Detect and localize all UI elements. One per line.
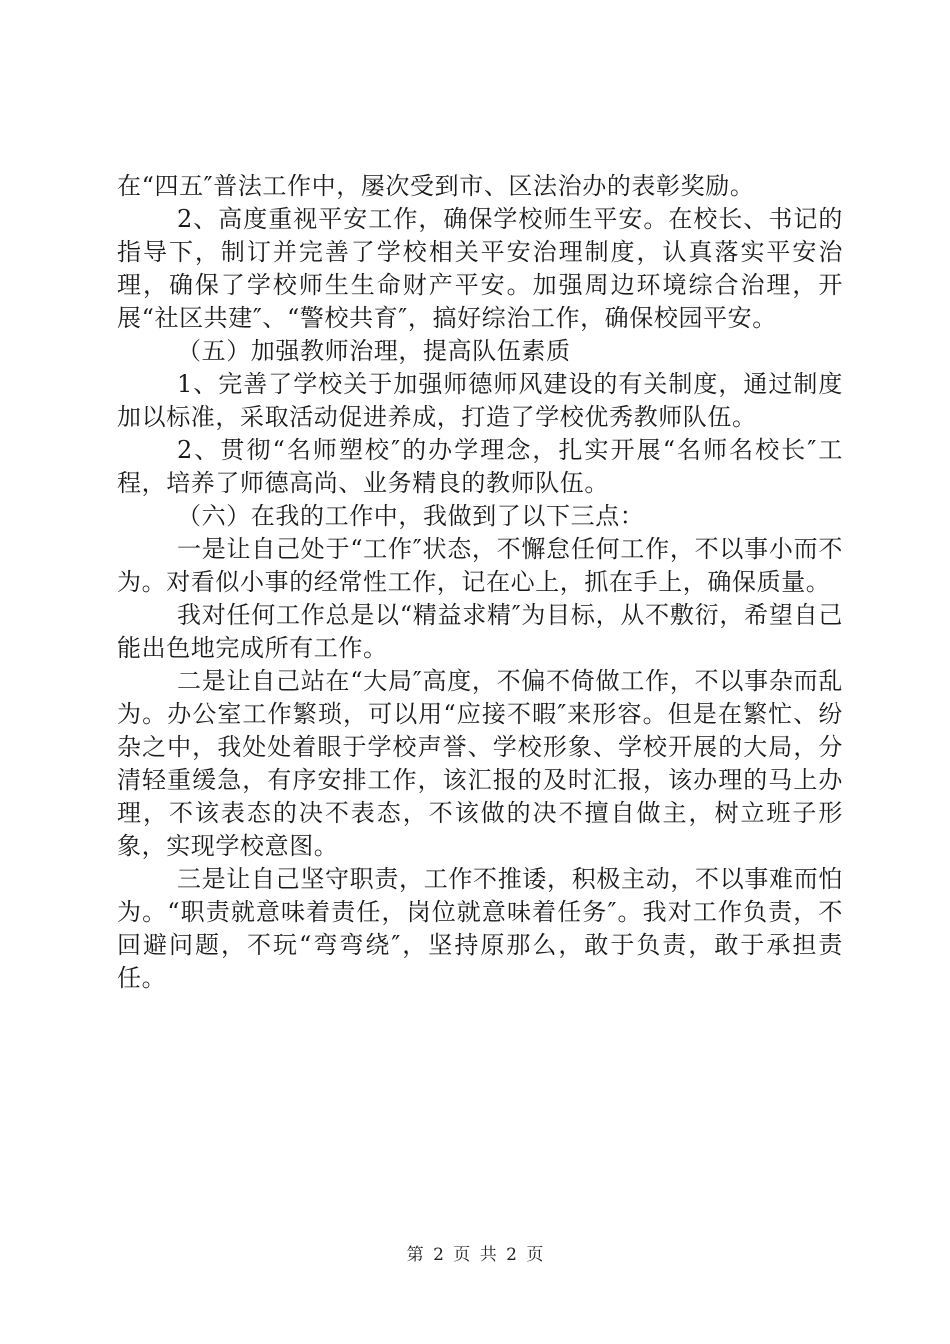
paragraph-famous-teachers: 2、贯彻“名师塑校″的办学理念，扎实开展“名师名校长″工程，培养了师德高尚、业务精良的教师队伍。 <box>117 436 843 497</box>
paragraph-safety-work: 2、高度重视平安工作，确保学校师生平安。在校长、书记的指导下，制订并完善了学校相关平安治理制度，认真落实平安治理，确保了学校师生生命财产平安。加强周边环境综合治理，开展“社区共建″、“警校共育″，搞好综治工作，确保校园平安。 <box>117 205 843 332</box>
section-heading-five: （五）加强教师治理，提高队伍素质 <box>177 337 571 365</box>
page-number-label: 第 2 页 共 2 页 <box>406 1245 544 1265</box>
section-heading-six: （六）在我的工作中，我做到了以下三点： <box>177 502 645 530</box>
paragraph-point-one: 一是让自己处于“工作″状态，不懈怠任何工作，不以事小而不为。对看似小事的经常性工作，记在心上，抓在手上，确保质量。 <box>117 535 843 596</box>
paragraph-point-two: 二是让自己站在“大局″高度，不偏不倚做工作，不以事杂而乱为。办公室工作繁琐，可以用“应接不暇″来形容。但是在繁忙、纷杂之中，我处处着眼于学校声誉、学校形象、学校开展的大局，分清轻重缓急，有序安排工作，该汇报的及时汇报，该办理的马上办理，不该表态的决不表态，不该做的决不擅自做主，树立班子形象，实现学校意图。 <box>117 667 843 860</box>
document-body <box>117 170 843 995</box>
paragraph-continuation: 在“四五″普法工作中，屡次受到市、区法治办的表彰奖励。 <box>117 172 755 200</box>
paragraph-point-three: 三是让自己坚守职责，工作不推诿，积极主动，不以事难而怕为。“职责就意味着责任，岗位就意味着任务″。我对工作负责，不回避问题，不玩“弯弯绕″，坚持原那么，敢于负责，敢于承担责任。 <box>117 865 843 992</box>
paragraph-teacher-ethics: 1、完善了学校关于加强师德师风建设的有关制度，通过制度加以标准，采取活动促进养成，打造了学校优秀教师队伍。 <box>117 370 843 431</box>
paragraph-excellence: 我对任何工作总是以“精益求精″为目标，从不敷衍，希望自己能出色地完成所有工作。 <box>117 601 843 662</box>
page-footer <box>0 1245 950 1265</box>
